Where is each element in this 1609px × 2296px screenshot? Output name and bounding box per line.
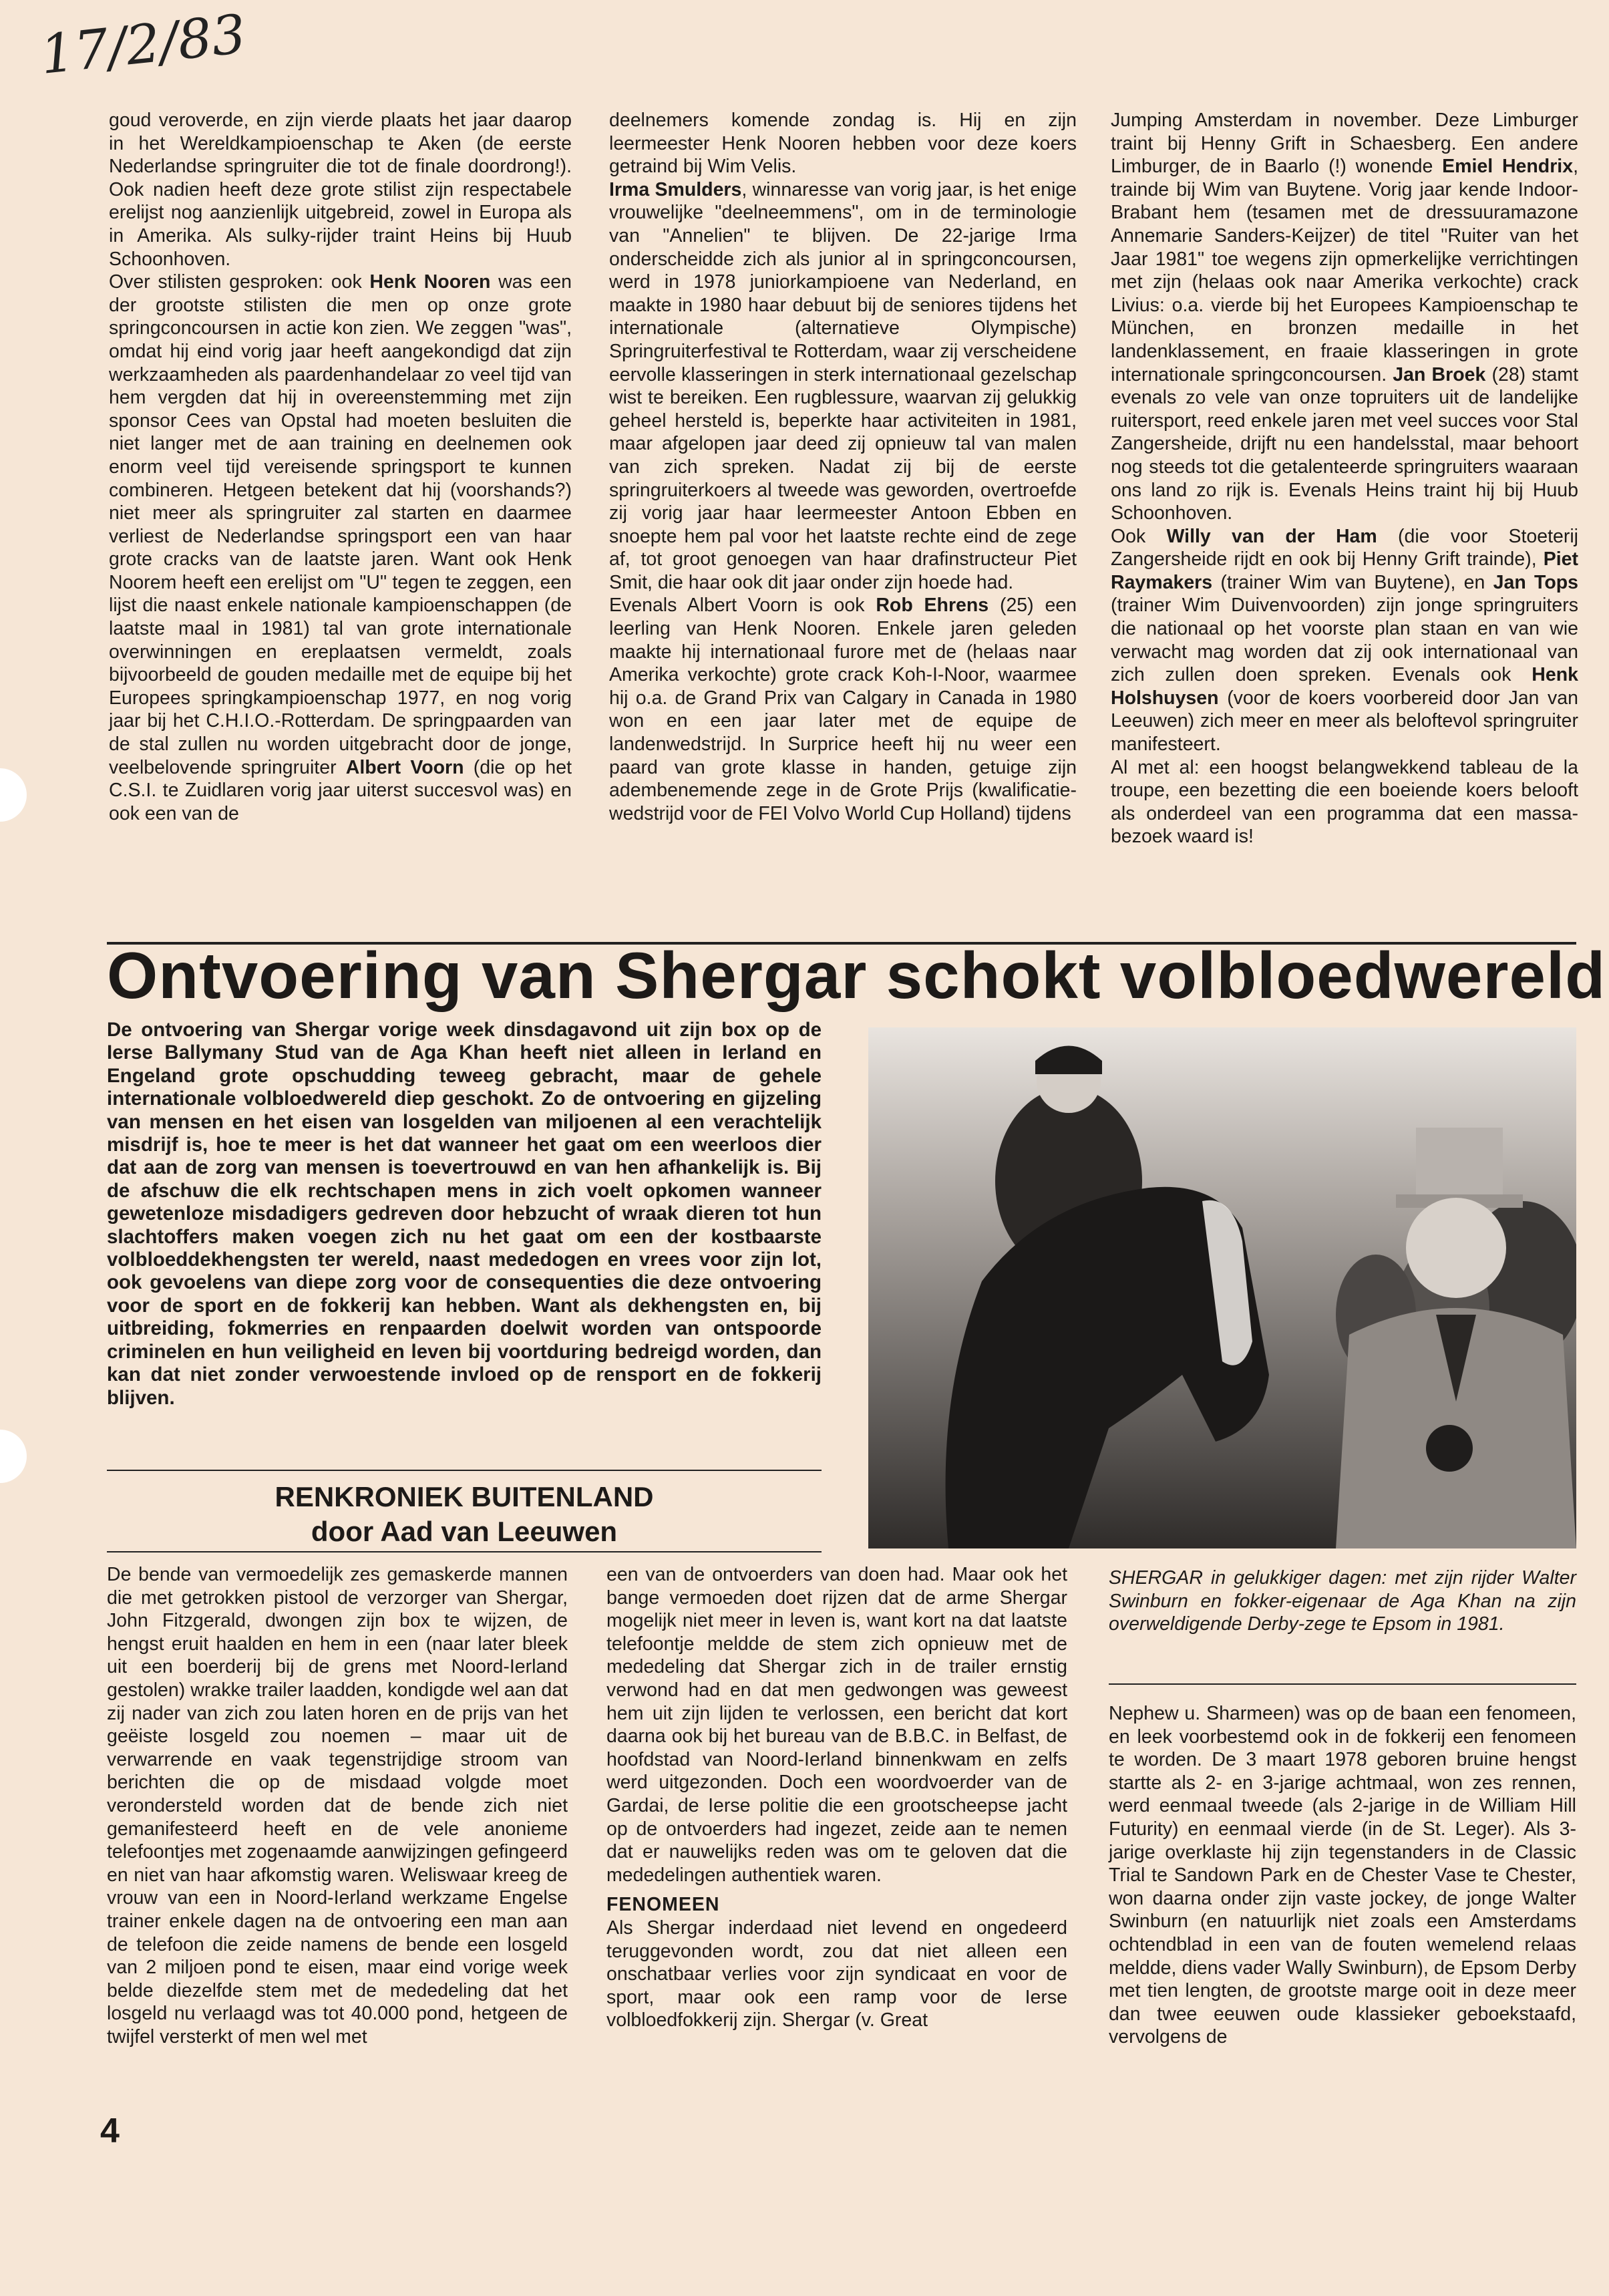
paragraph: Irma Smulders, winnaresse van vorig jaar, is het enige vrouwelijke "deelneemmens", om in de terminologie van "Annelien" te blijven. De 22-jarige Irma onderscheidde zich als junior al in springconcoursen, werd in 1978 juniorkampioene van Nederland, en maakte in 1980 haar debuut bij de seniores tijdens het internationale (alternatieve Olympische) Springruiterfestival te Rotterdam, waar zij verscheidene eervolle klasseringen in sterk internationaal gezelschap wist te bereiken. Een rugblessure, waarvan zij gelukkig geheel hersteld is, beperkte haar activiteiten in 1981, maar afgelopen jaar deed zij opnieuw tal van malen van zich spreken. Nadat zij bij de eerste springruiterkoers al tweede was geworden, overtroefde zij vorig jaar haar leermeester Antoon Ebben en snoepte hem pal voor het laatste rechte eind de zege af, tot groot genoegen van haar drafinstructeur Piet Smit, die haar ook dit jaar onder zijn hoede had. — [609, 178, 1077, 593]
paragraph: Jumping Amsterdam in november. Deze Limburger traint bij Henny Grift in Schaesberg. Een andere Limburger, de in Baarlo (!) wonende Emiel Hendrix, trainde bij Wim van Buytene. Vorig jaar kende Indoor-Brabant hem (tesamen met de dressuuramazone Annemarie Sanders-Keijzer) de titel "Ruiter van het Jaar 1981" toe wegens zijn opmerkelijke verrichtingen met zijn (helaas ook naar Amerika verkochte) crack Livius: o.a. vierde bij het Europees Kampioenschap te München, en bronzen medaille in het landenklassement, en fraaie klasseringen in grote internationale springconcoursen. Jan Broek (28) stamt evenals zo vele van onze topruiters uit de landelijke ruitersport, reed enkele jaren met veel succes voor Stal Zangersheide, drijft nu een handelsstal, maar behoort nog steeds tot die getalenteerde springruiters waaraan ons land zo rijk is. Evenals Heins traint hij bij Huub Schoonhoven. — [1111, 110, 1578, 524]
bottom-column-2 — [606, 1563, 1067, 2032]
subhead: FENOMEEN — [606, 1894, 720, 1916]
top-column-1 — [109, 109, 572, 825]
shergar-photo — [868, 1027, 1576, 1548]
name-bold: Henk Nooren — [369, 271, 491, 293]
page-number: 4 — [100, 2112, 120, 2150]
photo-illustration — [868, 1027, 1576, 1548]
handwritten-date: 17/2/83 — [37, 3, 249, 86]
rubric-rule — [107, 1470, 822, 1471]
paragraph: een van de ontvoerders van doen had. Maar ook het bange vermoeden doet rijzen dat de arme Shergar mogelijk niet meer in leven is, want kort na dat laatste telefoontje meldde de stem zich opnieuw met de mededeling dat Shergar zich in de trailer ernstig verwond had en dat men gedwongen was geweest hem uit zijn lijden te verlossen, een bericht dat kort daarna ook bij het bureau van de B.B.C. in Belfast, de hoofdstad van Noord-Ierland binnenkwam en zelfs werd uitgezonden. Doch een woordvoerder van de Gardai, de Ierse politie die een grootscheepse jacht op de ontvoerders had ingezet, zeide aan te nemen dat er nauwelijks reden was om te geloven dat die mededelingen authentiek waren. — [606, 1564, 1067, 1886]
paragraph: goud veroverde, en zijn vierde plaats het jaar daarop in het Wereldkampioenschap te Aken (de eerste Nederlandse springruiter die tot de finale doordrong!). Ook nadien heeft deze grote stilist zijn respectabele erelijst nog aanzienlijk uitgebreid, zowel in Europa als in Amerika. Als sulky-rijder traint Heins bij Huub Schoonhoven. — [109, 110, 572, 270]
rubric-rule — [107, 1551, 822, 1552]
column-rubric — [107, 1480, 822, 1549]
paragraph: Al met al: een hoogst belangwekkend tableau de la troupe, een bezetting die een boeiende koers belooft als onderdeel van een programma dat een massa-bezoek waard is! — [1111, 756, 1578, 848]
punch-hole — [0, 1430, 27, 1483]
paragraph: Over stilisten gesproken: ook Henk Nooren was een der grootste stilisten die men op onze grote springconcoursen in actie kon zien. We zeggen "was", omdat hij eind vorig jaar heeft aangekondigd dat zijn werkzaamheden als paardenhandelaar zo veel tijd van hem vergden dat hij in overeenstemming met zijn sponsor Cees van Opstal had moeten besluiten die niet langer met de aan training en deelnemen ook enorm veel tijd vereisende springsport te kunnen combineren. Hetgeen betekent dat hij (voorshands?) niet meer als springruiter zal starten en daarmee verliest de Nederlandse springsport een van haar grote cracks van de laatste jaren. Want ook Henk Noorem heeft een erelijst om "U" tegen te zeggen, een lijst die naast enkele nationale kampioenschappen (de laatste maal in 1981) tal van grote internationale overwinningen en ereplaatsen vermeldt, zoals bijvoorbeeld de gouden medaille met de equipe bij het Europees springkampioenschap 1977, en nog vorig jaar bij het C.H.I.O.-Rotterdam. De springpaarden van de stal zullen nu worden uitgebracht door de jonge, veelbelovende springruiter Albert Voorn (die op het C.S.I. te Zuidlaren vorig jaar uiterst succesvol was) en ook een van de — [109, 271, 572, 824]
punch-hole — [0, 768, 27, 822]
name-bold: Jan Tops — [1493, 571, 1578, 593]
paragraph: Nephew u. Sharmeen) was op de baan een fenomeen, en leek voorbestemd ook in de fokkerij een fenomeen te worden. De 3 maart 1978 geboren bruine hengst startte als 2- en 3-jarige achtmaal, won zes rennen, werd eenmaal tweede (als 2-jarige in de William Hill Futurity) en eenmaal vierde (in de St. Leger). Als 3-jarige overklaste hij zijn tegenstanders in de Classic Trial te Sandown Park en de Chester Vase te Chester, won daarna onder zijn vaste jockey, de jonge Walter Swinburn (en natuurlijk niet zoals een Amsterdams ochtendblad in een van de fouten wemelend relaas meldde, diens vader Wally Swinburn), de Epsom Derby met tien lengten, de grootste marge ooit in deze meer dan twee eeuwen oude klassieker geboekstaafd, vervolgens de — [1109, 1703, 1576, 2048]
article-headline: Ontvoering van Shergar schokt volbloedwereld — [107, 939, 1606, 1012]
paragraph: Als Shergar inderdaad niet levend en ongedeerd teruggevonden wordt, zou dat niet alleen een onschatbaar verlies voor zijn syndicaat en voor de sport, maar ook een ramp voor de Ierse volbloedfokkerij zijn. Shergar (v. Great — [606, 1917, 1067, 2031]
caption-rule — [1109, 1683, 1576, 1685]
name-bold: Jan Broek — [1393, 363, 1486, 385]
name-bold: Emiel Hendrix — [1442, 156, 1574, 178]
bottom-column-1 — [107, 1563, 568, 2048]
name-bold: Willy van der Ham — [1166, 525, 1377, 547]
bottom-column-3 — [1109, 1702, 1576, 2049]
name-bold: Rob Ehrens — [876, 595, 989, 617]
paragraph: De bende van vermoedelijk zes gemaskerde mannen die met getrokken pistool de verzorger van Shergar, John Fitzgerald, dwongen zijn box te wijzen, de hengst eruit haalden en hem in een (naar later bleek uit een boerderij bij de grens met Noord-Ierland gestolen) wrakke trailer laadden, kondigde wel aan dat zij nader van zich zou laten horen en de prijs van het geëiste losgeld zou noemen – maar uit de verwarrende en vaak tegenstrijdige stroom van berichten die op de misdaad volgde moet verondersteld worden dat de bende zich niet gemanifesteerd heeft en de vele anonieme telefoontjes met zogenaamde aanwijzingen gefingeerd en niet van haar afkomstig waren. Weliswaar kreeg de vrouw van een in Noord-Ierland werkzame Engelse trainer enkele dagen na de ontvoering een man aan de telefoon die zeide namens de bende een losgeld van 2 miljoen pond te eisen, maar eind vorige week belde diezelfde stem met de mededeling dat het losgeld nu verlaagd was tot 40.000 pond, hetgeen de twijfel versterkt of men wel met — [107, 1564, 568, 2047]
paragraph: Ook Willy van der Ham (die voor Stoeterij Zangersheide rijdt en ook bij Henny Grift trainde), Piet Raymakers (trainer Wim van Buytene), en Jan Tops (trainer Wim Duivenvoorden) zijn jonge springruiters die nationaal op het voorste plan staan en van wie verwacht mag worden dat zij ook internationaal van zich zullen doen spreken. Evenals ook Henk Holshuysen (voor de koers voorbereid door Jan van Leeuwen) zich meer en meer als beloftevol springruiter manifesteert. — [1111, 525, 1578, 756]
name-bold: Henk Holshuysen — [1111, 664, 1578, 709]
top-column-2 — [609, 109, 1077, 825]
rubric-title: RENKRONIEK BUITENLAND — [275, 1481, 654, 1512]
photo-caption: SHERGAR in gelukkiger dagen: met zijn rijder Walter Swinburn en fokker-eigenaar de Aga Khan na zijn overweldigende Derby-zege te Epsom in 1981. — [1109, 1567, 1576, 1635]
article-intro: De ontvoering van Shergar vorige week dinsdagavond uit zijn box op de Ierse Ballymany Stud van de Aga Khan heeft niet alleen in Ierland en Engeland grote opschudding teweeg gebracht, maar de gehele internationale volbloedwereld diep geschokt. Zo de ontvoering en gijzeling van mensen en het eisen van losgelden van miljoenen al een verachtelijk misdrijf is, hoe te meer is het dat wanneer het gaat om een weerloos dier dat aan de zorg van mensen is toevertrouwd en van hen afhankelijk is. Bij de afschuw die elk rechtschapen mens in zich voelt opkomen wanneer gewetenloze misdadigers gedreven door hebzucht of wraak dieren tot hun slachtoffers maken voegen zich nu het gaat om een der kostbaarste volbloeddekhengsten ter wereld, naast mededogen en vrees voor zijn lot, ook gevoelens van diepe zorg voor de consequenties die deze ontvoering voor de sport en de fokkerij kan hebben. Want als dekhengsten en, bij uitbreiding, fokmerries en renpaarden doelwit worden van ontspoorde criminelen en hun veiligheid en leven bij voortduring bedreigd worden, dan kan dat niet zonder verwoestende invloed op de rensport en de fokkerij blijven. — [107, 1019, 822, 1409]
top-column-3 — [1111, 109, 1578, 848]
name-bold: Albert Voorn — [345, 756, 464, 778]
paragraph: Evenals Albert Voorn is ook Rob Ehrens (25) een leerling van Henk Nooren. Enkele jaren geleden maakte hij internationaal furore met de (helaas naar Amerika verkochte) grote crack Koh-I-Noor, waarmee hij o.a. de Grand Prix van Calgary in Canada in 1980 won en een jaar later met de equipe de landenwedstrijd. In Surprice heeft hij nu weer een paard van grote klasse in handen, getuige zijn adembenemende zege in de Grote Prijs (kwalificatie-wedstrijd voor de FEI Volvo World Cup Holland) tijdens — [609, 595, 1077, 824]
paragraph: deelnemers komende zondag is. Hij en zijn leermeester Henk Nooren hebben voor deze koers getraind bij Wim Velis. — [609, 110, 1077, 178]
name-bold: Irma Smulders — [609, 178, 742, 200]
name-bold: Piet Raymakers — [1111, 548, 1578, 593]
rubric-byline: door Aad van Leeuwen — [311, 1516, 618, 1547]
